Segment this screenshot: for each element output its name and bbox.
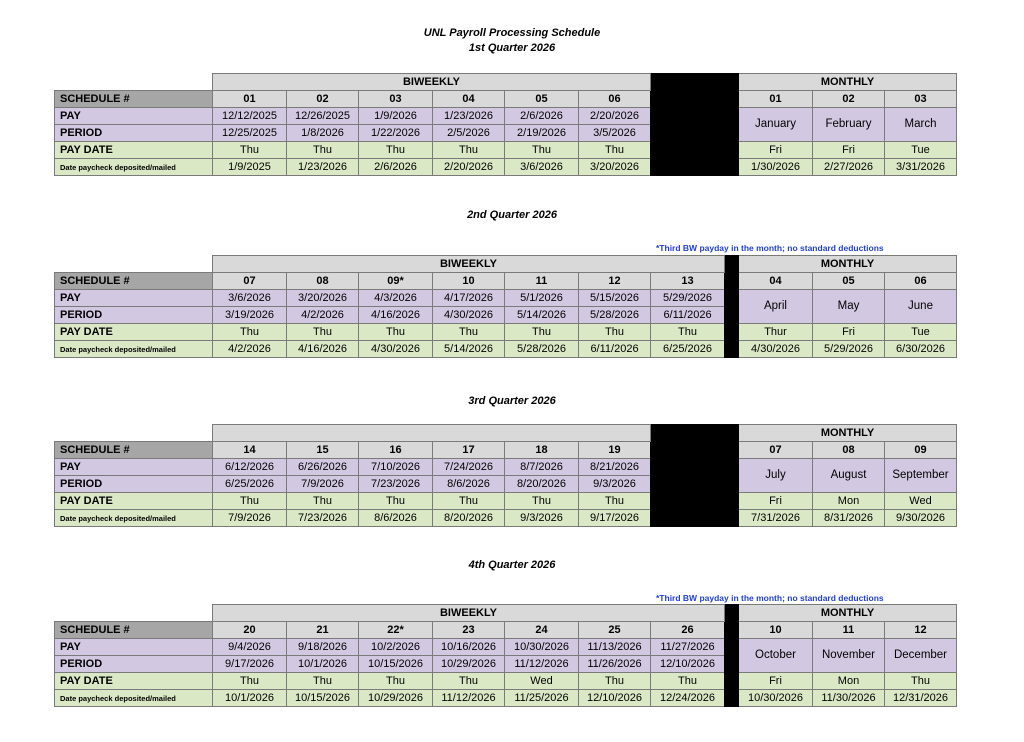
period-end: 2/5/2026 bbox=[433, 125, 505, 142]
pay-date: 2/20/2026 bbox=[433, 159, 505, 176]
pay-date: 9/17/2026 bbox=[579, 510, 651, 527]
period-end: 8/6/2026 bbox=[433, 476, 505, 493]
pay-date: 5/28/2026 bbox=[505, 341, 579, 358]
period-start: 12/26/2025 bbox=[287, 108, 359, 125]
pay-day: Thu bbox=[359, 142, 433, 159]
quarter-title: 3rd Quarter 2026 bbox=[468, 395, 556, 407]
biweekly-header: BIWEEKLY bbox=[213, 605, 725, 622]
pay-date: 2/6/2026 bbox=[359, 159, 433, 176]
pay-day: Thu bbox=[433, 673, 505, 690]
period-end: 1/8/2026 bbox=[287, 125, 359, 142]
period-end: 11/26/2026 bbox=[579, 656, 651, 673]
period-end: 10/1/2026 bbox=[287, 656, 359, 673]
monthly-pay-day: Fri bbox=[813, 142, 885, 159]
pay-day: Thu bbox=[505, 493, 579, 510]
pay-day: Thu bbox=[287, 142, 359, 159]
separator-block bbox=[651, 74, 739, 176]
schedule-number: 15 bbox=[287, 442, 359, 459]
period-start: 8/21/2026 bbox=[579, 459, 651, 476]
month-name: March bbox=[885, 108, 957, 142]
period-start: 1/23/2026 bbox=[433, 108, 505, 125]
period-label: PERIOD bbox=[55, 656, 213, 673]
monthly-header: MONTHLY bbox=[739, 256, 957, 273]
separator-block bbox=[725, 605, 739, 707]
period-start: 10/2/2026 bbox=[359, 639, 433, 656]
pay-date: 10/15/2026 bbox=[287, 690, 359, 707]
month-name: April bbox=[739, 290, 813, 324]
monthly-number: 04 bbox=[739, 273, 813, 290]
pay-date: 4/30/2026 bbox=[359, 341, 433, 358]
monthly-pay-date: 8/31/2026 bbox=[813, 510, 885, 527]
period-start: 11/27/2026 bbox=[651, 639, 725, 656]
schedule-number: 11 bbox=[505, 273, 579, 290]
monthly-pay-day: Fri bbox=[813, 324, 885, 341]
schedule-number: 24 bbox=[505, 622, 579, 639]
deposited-label: Date paycheck deposited/mailed bbox=[55, 690, 213, 707]
quarter-title: 4th Quarter 2026 bbox=[468, 559, 556, 571]
monthly-number: 05 bbox=[813, 273, 885, 290]
month-name: August bbox=[813, 459, 885, 493]
pay-day: Thu bbox=[579, 493, 651, 510]
deposited-label: Date paycheck deposited/mailed bbox=[55, 510, 213, 527]
pay-date-label: PAY DATE bbox=[55, 324, 213, 341]
pay-label: PAY bbox=[55, 459, 213, 476]
monthly-number: 08 bbox=[813, 442, 885, 459]
period-end: 11/12/2026 bbox=[505, 656, 579, 673]
pay-day: Thu bbox=[505, 142, 579, 159]
pay-date: 11/25/2026 bbox=[505, 690, 579, 707]
schedule-number: 25 bbox=[579, 622, 651, 639]
pay-date: 7/23/2026 bbox=[287, 510, 359, 527]
monthly-pay-day: Tue bbox=[885, 142, 957, 159]
schedule-number: 20 bbox=[213, 622, 287, 639]
monthly-header: MONTHLY bbox=[739, 605, 957, 622]
period-start: 1/9/2026 bbox=[359, 108, 433, 125]
schedule-number: 21 bbox=[287, 622, 359, 639]
schedule-table-q3 bbox=[54, 424, 957, 527]
period-end: 1/22/2026 bbox=[359, 125, 433, 142]
pay-day: Thu bbox=[651, 673, 725, 690]
monthly-pay-day: Thu bbox=[885, 673, 957, 690]
period-end: 9/3/2026 bbox=[579, 476, 651, 493]
schedule-number: 19 bbox=[579, 442, 651, 459]
period-start: 9/4/2026 bbox=[213, 639, 287, 656]
monthly-pay-day: Fri bbox=[739, 673, 813, 690]
pay-date: 10/1/2026 bbox=[213, 690, 287, 707]
schedule-number: 07 bbox=[213, 273, 287, 290]
pay-date: 1/23/2026 bbox=[287, 159, 359, 176]
schedule-number: 09* bbox=[359, 273, 433, 290]
monthly-pay-date: 12/31/2026 bbox=[885, 690, 957, 707]
monthly-number: 09 bbox=[885, 442, 957, 459]
schedule-number: 26 bbox=[651, 622, 725, 639]
period-start: 7/10/2026 bbox=[359, 459, 433, 476]
monthly-pay-date: 4/30/2026 bbox=[739, 341, 813, 358]
pay-label: PAY bbox=[55, 108, 213, 125]
month-name: June bbox=[885, 290, 957, 324]
period-end: 12/25/2025 bbox=[213, 125, 287, 142]
period-start: 5/29/2026 bbox=[651, 290, 725, 307]
monthly-number: 01 bbox=[739, 91, 813, 108]
separator-block bbox=[725, 256, 739, 358]
pay-date: 7/9/2026 bbox=[213, 510, 287, 527]
corner-blank bbox=[55, 74, 213, 91]
corner-blank bbox=[55, 605, 213, 622]
deposited-label: Date paycheck deposited/mailed bbox=[55, 159, 213, 176]
schedule-number: 23 bbox=[433, 622, 505, 639]
monthly-pay-day: Tue bbox=[885, 324, 957, 341]
month-name: December bbox=[885, 639, 957, 673]
monthly-pay-date: 2/27/2026 bbox=[813, 159, 885, 176]
pay-day: Thu bbox=[433, 324, 505, 341]
monthly-pay-date: 5/29/2026 bbox=[813, 341, 885, 358]
period-start: 3/6/2026 bbox=[213, 290, 287, 307]
pay-day: Thu bbox=[651, 324, 725, 341]
monthly-number: 12 bbox=[885, 622, 957, 639]
schedule-table-q2 bbox=[54, 255, 957, 358]
period-start: 10/16/2026 bbox=[433, 639, 505, 656]
footnote: *Third BW payday in the month; no standard deductions bbox=[656, 243, 884, 253]
period-start: 4/17/2026 bbox=[433, 290, 505, 307]
monthly-header: MONTHLY bbox=[739, 74, 957, 91]
monthly-number: 11 bbox=[813, 622, 885, 639]
schedule-number: 14 bbox=[213, 442, 287, 459]
period-end: 4/16/2026 bbox=[359, 307, 433, 324]
corner-blank bbox=[55, 425, 213, 442]
monthly-pay-day: Fri bbox=[739, 142, 813, 159]
pay-date-label: PAY DATE bbox=[55, 673, 213, 690]
biweekly-header-empty bbox=[213, 425, 651, 442]
period-start: 2/6/2026 bbox=[505, 108, 579, 125]
month-name: February bbox=[813, 108, 885, 142]
period-end: 6/11/2026 bbox=[651, 307, 725, 324]
pay-day: Thu bbox=[213, 673, 287, 690]
monthly-pay-date: 3/31/2026 bbox=[885, 159, 957, 176]
schedule-label: SCHEDULE # bbox=[55, 442, 213, 459]
pay-day: Thu bbox=[505, 324, 579, 341]
pay-day: Thu bbox=[359, 324, 433, 341]
schedule-number: 10 bbox=[433, 273, 505, 290]
schedule-label: SCHEDULE # bbox=[55, 91, 213, 108]
period-label: PERIOD bbox=[55, 476, 213, 493]
schedule-table-q1 bbox=[54, 73, 957, 176]
pay-day: Thu bbox=[287, 493, 359, 510]
period-end: 9/17/2026 bbox=[213, 656, 287, 673]
schedule-number: 08 bbox=[287, 273, 359, 290]
biweekly-header: BIWEEKLY bbox=[213, 74, 651, 91]
monthly-pay-day: Wed bbox=[885, 493, 957, 510]
schedule-number: 01 bbox=[213, 91, 287, 108]
month-name: November bbox=[813, 639, 885, 673]
pay-date: 12/24/2026 bbox=[651, 690, 725, 707]
month-name: July bbox=[739, 459, 813, 493]
pay-date-label: PAY DATE bbox=[55, 493, 213, 510]
period-start: 5/1/2026 bbox=[505, 290, 579, 307]
schedule-number: 17 bbox=[433, 442, 505, 459]
period-end: 3/19/2026 bbox=[213, 307, 287, 324]
period-start: 6/12/2026 bbox=[213, 459, 287, 476]
pay-day: Thu bbox=[433, 493, 505, 510]
period-start: 11/13/2026 bbox=[579, 639, 651, 656]
pay-date: 6/11/2026 bbox=[579, 341, 651, 358]
monthly-number: 07 bbox=[739, 442, 813, 459]
period-end: 7/9/2026 bbox=[287, 476, 359, 493]
footnote: *Third BW payday in the month; no standard deductions bbox=[656, 593, 884, 603]
period-start: 7/24/2026 bbox=[433, 459, 505, 476]
pay-date: 3/20/2026 bbox=[579, 159, 651, 176]
period-end: 10/29/2026 bbox=[433, 656, 505, 673]
monthly-number: 06 bbox=[885, 273, 957, 290]
monthly-pay-date: 1/30/2026 bbox=[739, 159, 813, 176]
monthly-pay-day: Mon bbox=[813, 673, 885, 690]
period-end: 12/10/2026 bbox=[651, 656, 725, 673]
pay-date: 11/12/2026 bbox=[433, 690, 505, 707]
pay-date: 8/6/2026 bbox=[359, 510, 433, 527]
biweekly-header: BIWEEKLY bbox=[213, 256, 725, 273]
period-end: 10/15/2026 bbox=[359, 656, 433, 673]
monthly-number: 10 bbox=[739, 622, 813, 639]
pay-date: 4/2/2026 bbox=[213, 341, 287, 358]
schedule-number: 18 bbox=[505, 442, 579, 459]
schedule-number: 22* bbox=[359, 622, 433, 639]
period-end: 5/14/2026 bbox=[505, 307, 579, 324]
pay-date: 5/14/2026 bbox=[433, 341, 505, 358]
period-label: PERIOD bbox=[55, 125, 213, 142]
period-end: 8/20/2026 bbox=[505, 476, 579, 493]
period-end: 3/5/2026 bbox=[579, 125, 651, 142]
monthly-pay-date: 11/30/2026 bbox=[813, 690, 885, 707]
monthly-number: 03 bbox=[885, 91, 957, 108]
pay-date: 10/29/2026 bbox=[359, 690, 433, 707]
period-start: 8/7/2026 bbox=[505, 459, 579, 476]
period-start: 6/26/2026 bbox=[287, 459, 359, 476]
corner-blank bbox=[55, 256, 213, 273]
monthly-pay-date: 7/31/2026 bbox=[739, 510, 813, 527]
pay-date: 8/20/2026 bbox=[433, 510, 505, 527]
period-label: PERIOD bbox=[55, 307, 213, 324]
monthly-pay-day: Thur bbox=[739, 324, 813, 341]
pay-day: Thu bbox=[213, 142, 287, 159]
pay-day: Thu bbox=[287, 673, 359, 690]
pay-day: Thu bbox=[579, 324, 651, 341]
period-start: 10/30/2026 bbox=[505, 639, 579, 656]
schedule-number: 04 bbox=[433, 91, 505, 108]
schedule-table-q4 bbox=[54, 604, 957, 707]
pay-label: PAY bbox=[55, 290, 213, 307]
pay-day: Thu bbox=[213, 324, 287, 341]
monthly-pay-day: Mon bbox=[813, 493, 885, 510]
period-end: 6/25/2026 bbox=[213, 476, 287, 493]
pay-day: Thu bbox=[433, 142, 505, 159]
page-title: UNL Payroll Processing Schedule bbox=[423, 27, 601, 39]
pay-day: Thu bbox=[359, 493, 433, 510]
separator-block bbox=[651, 425, 739, 527]
schedule-number: 16 bbox=[359, 442, 433, 459]
schedule-label: SCHEDULE # bbox=[55, 622, 213, 639]
period-start: 4/3/2026 bbox=[359, 290, 433, 307]
period-start: 3/20/2026 bbox=[287, 290, 359, 307]
period-end: 4/30/2026 bbox=[433, 307, 505, 324]
pay-date: 1/9/2025 bbox=[213, 159, 287, 176]
monthly-pay-date: 9/30/2026 bbox=[885, 510, 957, 527]
pay-date: 3/6/2026 bbox=[505, 159, 579, 176]
pay-date-label: PAY DATE bbox=[55, 142, 213, 159]
monthly-number: 02 bbox=[813, 91, 885, 108]
schedule-number: 03 bbox=[359, 91, 433, 108]
pay-date: 9/3/2026 bbox=[505, 510, 579, 527]
quarter-title: 1st Quarter 2026 bbox=[468, 42, 556, 54]
pay-day: Thu bbox=[579, 673, 651, 690]
period-end: 2/19/2026 bbox=[505, 125, 579, 142]
period-end: 4/2/2026 bbox=[287, 307, 359, 324]
deposited-label: Date paycheck deposited/mailed bbox=[55, 341, 213, 358]
month-name: October bbox=[739, 639, 813, 673]
period-start: 9/18/2026 bbox=[287, 639, 359, 656]
pay-day: Wed bbox=[505, 673, 579, 690]
monthly-header: MONTHLY bbox=[739, 425, 957, 442]
month-name: January bbox=[739, 108, 813, 142]
period-start: 5/15/2026 bbox=[579, 290, 651, 307]
period-start: 12/12/2025 bbox=[213, 108, 287, 125]
period-end: 5/28/2026 bbox=[579, 307, 651, 324]
pay-date: 12/10/2026 bbox=[579, 690, 651, 707]
month-name: September bbox=[885, 459, 957, 493]
schedule-number: 12 bbox=[579, 273, 651, 290]
monthly-pay-day: Fri bbox=[739, 493, 813, 510]
monthly-pay-date: 6/30/2026 bbox=[885, 341, 957, 358]
schedule-number: 06 bbox=[579, 91, 651, 108]
schedule-number: 13 bbox=[651, 273, 725, 290]
pay-date: 6/25/2026 bbox=[651, 341, 725, 358]
pay-day: Thu bbox=[579, 142, 651, 159]
period-start: 2/20/2026 bbox=[579, 108, 651, 125]
month-name: May bbox=[813, 290, 885, 324]
period-end: 7/23/2026 bbox=[359, 476, 433, 493]
pay-date: 4/16/2026 bbox=[287, 341, 359, 358]
schedule-number: 05 bbox=[505, 91, 579, 108]
pay-day: Thu bbox=[287, 324, 359, 341]
pay-label: PAY bbox=[55, 639, 213, 656]
schedule-label: SCHEDULE # bbox=[55, 273, 213, 290]
monthly-pay-date: 10/30/2026 bbox=[739, 690, 813, 707]
pay-day: Thu bbox=[359, 673, 433, 690]
schedule-number: 02 bbox=[287, 91, 359, 108]
quarter-title: 2nd Quarter 2026 bbox=[467, 209, 557, 221]
pay-day: Thu bbox=[213, 493, 287, 510]
